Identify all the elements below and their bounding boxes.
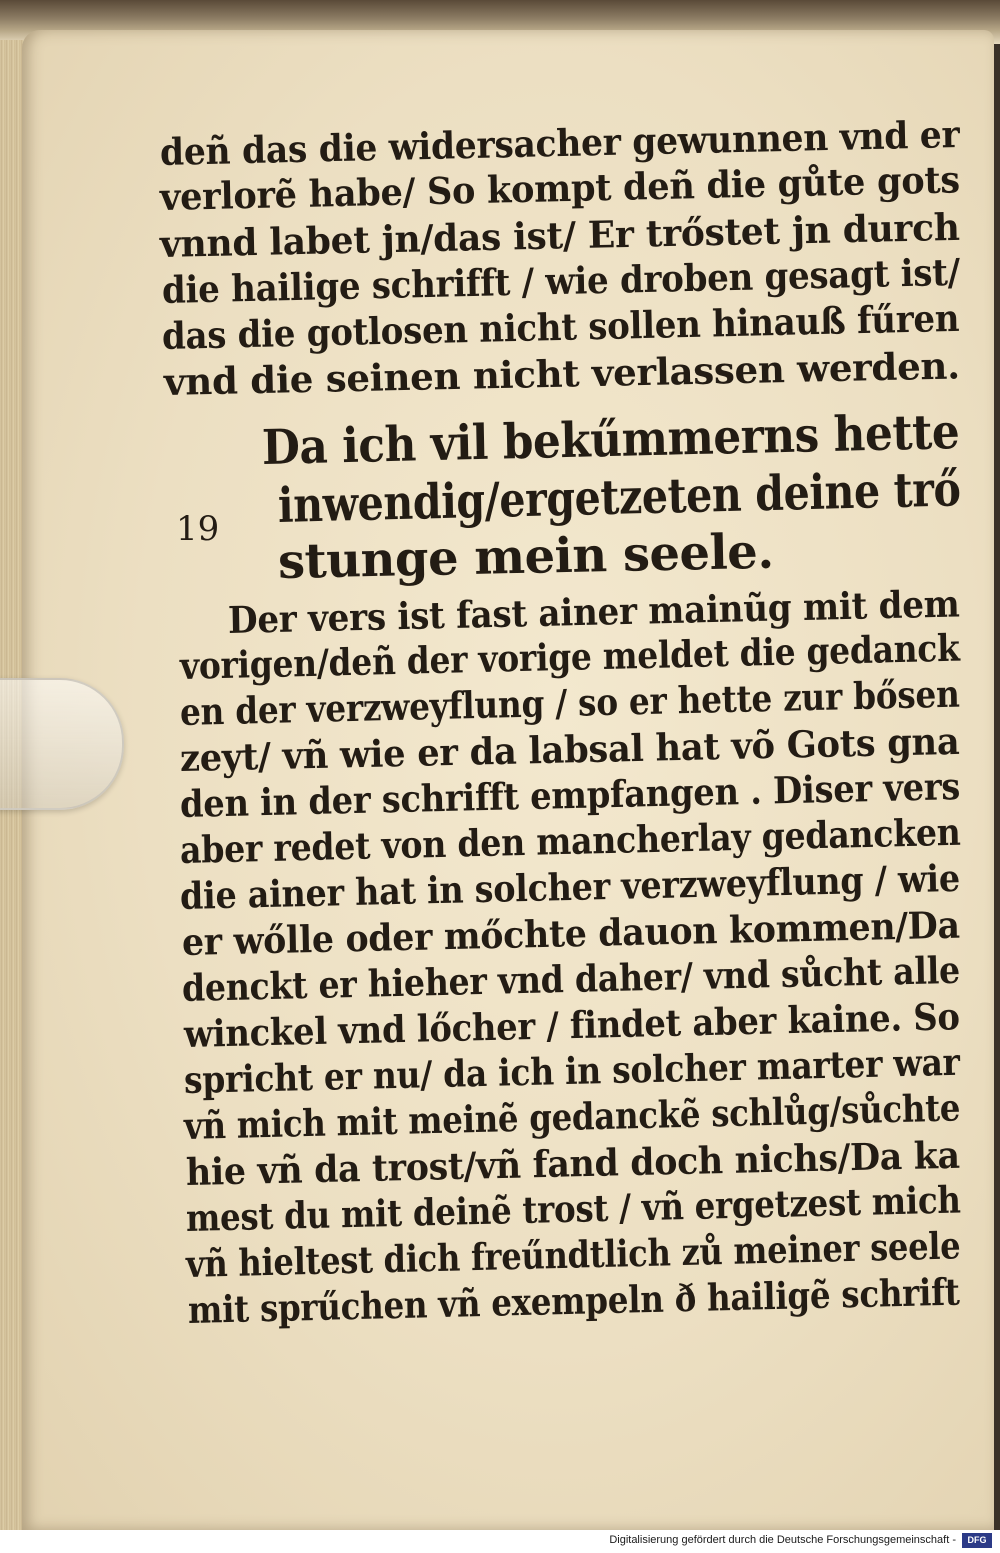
verse-line: stunge mein seele. <box>277 523 775 590</box>
funding-notice: Digitalisierung gefördert durch die Deutsche Forschungsgemeinschaft - <box>609 1534 956 1546</box>
text-line: die ainer hat in solcher verzweyflung / wie <box>179 855 961 918</box>
digitization-footer <box>0 1530 1000 1553</box>
text-line: das die gotlosen nicht sollen hinauß fűren <box>161 295 960 358</box>
text-line: spricht er nu/ da ich in solcher marter war <box>183 1039 961 1102</box>
text-line: mit sprűchen vñ exempeln ð hailigẽ schrift <box>187 1269 960 1332</box>
text-line: den in der schrifft empfangen . Diser vers <box>179 764 961 826</box>
text-line: aber redet von den mancherlay gedancken <box>179 809 961 872</box>
text-line: denckt er hieher vnd daher/ vnd sůcht alle <box>181 947 961 1010</box>
text-line: deñ das die widersacher gewunnen vnd er <box>159 112 960 174</box>
text-line: zeyt/ vñ wie er da labsal hat võ Gots gna <box>179 718 960 780</box>
text-line: en der verzweyflung / so er hette zur bősen <box>179 671 960 734</box>
text-line: Der vers ist fast ainer mainũg mit dem <box>227 581 960 642</box>
text-line: die hailige schrifft / wie droben gesagt ist/ <box>161 249 961 312</box>
text-line: winckel vnd lőcher / findet aber kaine. So <box>183 994 961 1056</box>
verse-line: Da ich vil bekűmmerns hette <box>261 403 960 476</box>
text-line: mest du mit deinẽ trost / vñ ergetzest mich <box>185 1177 962 1240</box>
text-line: vnd die seinen nicht verlassen werden. <box>163 343 961 404</box>
text-line: vñ hieltest dich freűndtlich zů meiner seele <box>185 1223 961 1286</box>
text-line: hie vñ da trost/vñ fand doch nichs/Da ka <box>185 1132 961 1194</box>
text-line: er wőlle oder mőchte dauon kommen/Da <box>181 902 961 964</box>
verse-line: inwendig/ergetzeten deine trő <box>277 461 961 534</box>
text-line: vorigen/deñ der vorige meldet die gedanck <box>179 625 960 688</box>
dfg-logo: DFG <box>962 1533 992 1548</box>
text-line: verlorẽ habe/ So kompt deñ die gůte gots <box>159 157 961 219</box>
text-line: vnnd labet jn/das ist/ Er trőstet jn durch <box>159 204 960 266</box>
verse-number: 19 <box>176 509 220 549</box>
text-line: vñ mich mit meinẽ gedanckẽ schlůg/sůchte <box>183 1085 961 1148</box>
page-holder-clip <box>0 678 124 810</box>
